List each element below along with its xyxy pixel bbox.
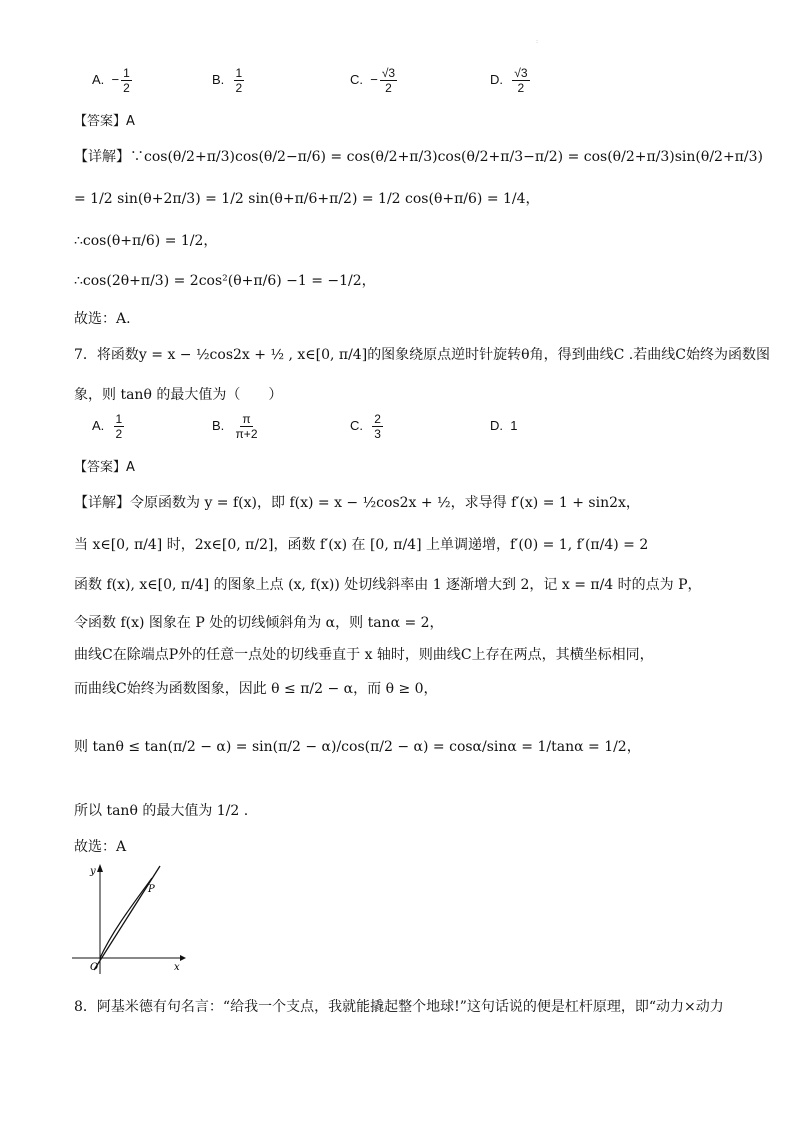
q7-detail-s5: 曲线C在除端点P外的任意一点处的切线垂直于 x 轴时，则曲线C上存在两点，其横坐标相同， xyxy=(74,647,654,663)
q6-answer: 【答案】A xyxy=(74,114,135,129)
q6-detail-line4: ∴cos(2θ+π/3) = 2cos²(θ+π/6) −1 = −1/2， xyxy=(74,273,376,289)
q6-detail-line3: ∴cos(θ+π/6) = 1/2， xyxy=(74,233,218,249)
page-mark: : xyxy=(536,38,539,45)
q6-option-b: B. $\frac{1}{2}$ xyxy=(212,66,243,95)
q6-option-d: D. $\frac{√3}{2}$ xyxy=(490,66,528,95)
x-axis-label: x xyxy=(174,962,180,973)
origin-label: O xyxy=(90,962,99,973)
q7-option-b: B. $\frac{\pi}{\pi+2}$ xyxy=(212,412,258,441)
q6-option-c: C. − $\frac{√3}{2}$ xyxy=(350,66,396,95)
y-axis-arrow xyxy=(97,864,103,872)
q7-detail-s8: 所以 tanθ 的最大值为 1/2 . xyxy=(74,803,249,819)
q6-option-a: A. − $\frac{1}{2}$ xyxy=(92,66,130,95)
q7-detail-s1: 【详解】令原函数为 y = f(x)，即 f(x) = x − ½cos2x + ½，求导得 f′(x) = 1 + sin2x， xyxy=(74,495,640,511)
q7-stem-line1: 7．将函数y = x − ½cos2x + ½ , x∈[0, π/4]的图象绕原点逆时针旋转θ角，得到曲线C .若曲线C始终为函数图 xyxy=(74,347,770,363)
q7-answer: 【答案】A xyxy=(74,460,135,475)
q6-detail-line1: 【详解】∵cos(θ/2+π/3)cos(θ/2−π/6) = cos(θ/2+π/3)cos(θ/2+π/3−π/2) = cos(θ/2+π/3)sin(θ/2+π/3) xyxy=(74,149,763,165)
x-axis-arrow xyxy=(180,955,186,961)
q7-detail-s4: 令函数 f(x) 图象在 P 处的切线倾斜角为 α，则 tanα = 2， xyxy=(74,615,444,631)
q7-option-a: A. $\frac{1}{2}$ xyxy=(92,412,123,441)
q7-choose: 故选：A xyxy=(74,839,127,855)
q7-detail-s2: 当 x∈[0, π/4] 时，2x∈[0, π/2]，函数 f′(x) 在 [0, π/4] 上单调递增，f′(0) = 1, f′(π/4) = 2 xyxy=(74,537,649,553)
q7-detail-s7: 则 tanθ ≤ tan(π/2 − α) = sin(π/2 − α)/cos(π/2 − α) = cosα/sinα = 1/tanα = 1/2， xyxy=(74,739,641,755)
q7-option-c: C. $\frac{2}{3}$ xyxy=(350,412,381,441)
q6-choose: 故选：A. xyxy=(74,311,131,327)
q7-detail-s3: 函数 f(x), x∈[0, π/4] 的图象上点 (x, f(x)) 处切线斜率由 1 逐渐增大到 2，记 x = π/4 时的点为 P， xyxy=(74,577,702,593)
point-p-label: P xyxy=(148,884,155,895)
q8-stem: 8．阿基米德有句名言：“给我一个支点，我就能撬起整个地球!”这句话说的便是杠杆原理，即“动力×动力 xyxy=(74,999,724,1015)
q7-option-d: D. 1 xyxy=(490,418,518,433)
q7-detail-s6: 而曲线C始终为函数图象，因此 θ ≤ π/2 − α，而 θ ≥ 0， xyxy=(74,681,438,697)
q7-graph xyxy=(68,860,188,976)
q7-stem-line2: 象，则 tanθ 的最大值为（ ） xyxy=(74,387,283,403)
q6-detail-line2: = 1/2 sin(θ+2π/3) = 1/2 sin(θ+π/6+π/2) = 1/2 cos(θ+π/6) = 1/4， xyxy=(74,191,540,207)
y-axis-label: y xyxy=(90,866,96,877)
